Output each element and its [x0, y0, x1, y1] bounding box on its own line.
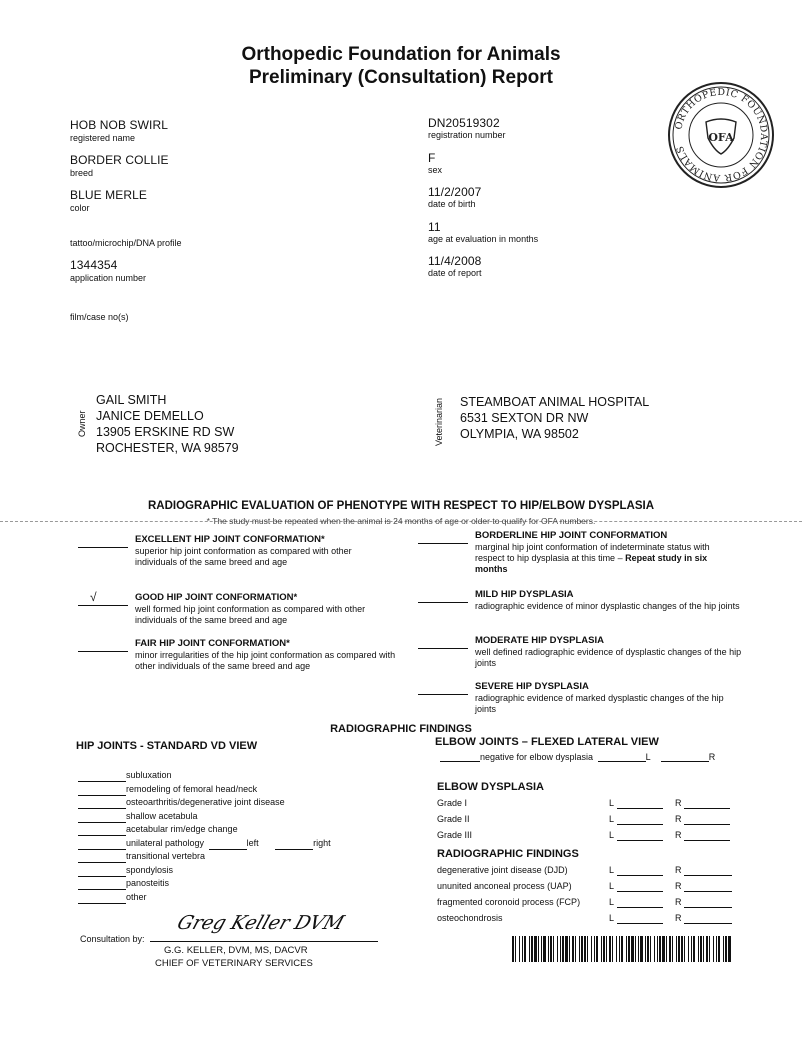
grade-R: R — [675, 814, 682, 824]
consultant-name: G.G. KELLER, DVM, MS, DACVR — [164, 945, 308, 956]
finding-left-blank[interactable] — [617, 897, 663, 908]
barcode-bar — [691, 936, 692, 962]
barcode-bar — [538, 936, 539, 962]
hip-finding-blank[interactable] — [78, 840, 126, 850]
grade-L: L — [609, 830, 615, 840]
finding-L: L — [609, 897, 615, 907]
elbow-grade-label: Grade III — [437, 830, 473, 840]
grade-left-blank[interactable] — [617, 814, 663, 825]
grade-R: R — [675, 830, 682, 840]
barcode-bar — [553, 936, 554, 962]
barcode-bar — [628, 936, 630, 962]
hip-finding-label: remodeling of femoral head/neck — [126, 783, 258, 794]
barcode-graphic — [512, 936, 732, 962]
unilateral-left-blank[interactable] — [209, 840, 247, 850]
elbow-dysplasia-heading: ELBOW DYSPLASIA — [437, 781, 544, 793]
hip-finding[interactable] — [78, 769, 408, 783]
barcode-bar — [515, 936, 516, 962]
hip-findings-list — [78, 769, 408, 904]
color-value: BLUE MERLE — [70, 188, 148, 202]
barcode-bar — [716, 936, 717, 962]
finding-right-blank[interactable] — [684, 913, 732, 924]
grade-right-blank[interactable] — [684, 798, 730, 809]
good-title: GOOD HIP JOINT CONFORMATION* — [135, 592, 298, 603]
owner-line: JANICE DEMELLO — [96, 409, 204, 423]
hip-finding-blank[interactable] — [78, 826, 126, 836]
moderate-title: MODERATE HIP DYSPLASIA — [475, 635, 604, 646]
elbow-finding-label: ununited anconeal process (UAP) — [437, 881, 572, 891]
barcode-bar — [522, 936, 523, 962]
barcode-bar — [543, 936, 546, 962]
good-checkmark: √ — [90, 590, 97, 604]
elbow-findings-heading: RADIOGRAPHIC FINDINGS — [437, 848, 579, 860]
barcode-bar — [524, 936, 526, 962]
report-date-label: date of report — [428, 268, 482, 278]
report-subtitle: Preliminary (Consultation) Report — [248, 67, 554, 88]
sex-value: F — [428, 151, 436, 165]
owner-vertical-label: Owner — [77, 410, 87, 437]
severe-checkbox[interactable] — [418, 681, 468, 695]
vet-line: 6531 SEXTON DR NW — [460, 411, 589, 425]
unilateral-label: unilateral pathology — [126, 837, 205, 848]
borderline-checkbox[interactable] — [418, 530, 468, 544]
hip-joints-heading: HIP JOINTS - STANDARD VD VIEW — [76, 740, 258, 752]
finding-R: R — [675, 865, 682, 875]
color-label: color — [70, 203, 90, 213]
finding-right-blank[interactable] — [684, 897, 732, 908]
borderline-repeat-note: Repeat study in six months — [475, 553, 708, 574]
grade-left-blank[interactable] — [617, 830, 663, 841]
owner-line: ROCHESTER, WA 98579 — [96, 441, 239, 455]
elbow-negative-right-blank[interactable] — [661, 751, 709, 762]
mild-title: MILD HIP DYSPLASIA — [475, 589, 574, 600]
owner-line: GAIL SMITH — [96, 393, 167, 407]
veterinarian-address — [460, 394, 649, 442]
hip-finding[interactable] — [78, 850, 408, 864]
barcode-bar — [512, 936, 514, 962]
findings-heading: RADIOGRAPHIC FINDINGS — [330, 723, 472, 735]
unilateral-right-label: right — [313, 837, 331, 848]
hip-finding-blank[interactable] — [78, 786, 126, 796]
barcode-bar — [676, 936, 677, 962]
grade-L: L — [609, 798, 615, 808]
elbow-grade-label: Grade I — [437, 798, 468, 808]
evaluation-heading: RADIOGRAPHIC EVALUATION OF PHENOTYPE WITH RESPECT TO HIP/ELBOW DYSPLASIA — [147, 500, 655, 512]
borderline-desc-text: marginal hip joint conformation of indeterminate status with respect to hip dysplasia at this time – — [475, 542, 710, 563]
barcode-bar — [621, 936, 623, 962]
barcode-bar — [584, 936, 586, 962]
moderate-desc: well defined radiographic evidence of dysplastic changes of the hip joints — [475, 647, 742, 668]
hip-finding[interactable] — [78, 783, 408, 797]
elbow-grade-row[interactable] — [437, 814, 757, 830]
finding-R: R — [675, 881, 682, 891]
hip-finding[interactable] — [78, 877, 408, 891]
owner-address — [96, 392, 239, 456]
elbow-finding-row[interactable] — [437, 865, 757, 881]
barcode-bar — [572, 936, 574, 962]
registered-name-value: HOB NOB SWIRL — [70, 118, 168, 132]
barcode-bar — [594, 936, 595, 962]
barcode-bar — [706, 936, 708, 962]
elbow-finding-row[interactable] — [437, 897, 757, 913]
report-date-value: 11/4/2008 — [428, 254, 482, 268]
veterinarian-vertical-label: Veterinarian — [434, 397, 444, 446]
grade-right-blank[interactable] — [684, 830, 730, 841]
signature-line — [150, 941, 378, 942]
elbow-grade-row[interactable] — [437, 830, 757, 846]
hip-finding[interactable] — [78, 891, 408, 905]
finding-L: L — [609, 881, 615, 891]
elbow-joints-heading: ELBOW JOINTS – FLEXED LATERAL VIEW — [435, 736, 659, 748]
application-number-label: application number — [70, 273, 147, 283]
barcode-bar — [657, 936, 658, 962]
finding-left-blank[interactable] — [617, 913, 663, 924]
barcode-bar — [519, 936, 520, 962]
hip-finding-label: acetabular rim/edge change — [126, 824, 238, 834]
barcode-bar — [700, 936, 702, 962]
hip-finding-label: subluxation — [126, 770, 172, 780]
barcode-bar — [531, 936, 533, 962]
excellent-title: EXCELLENT HIP JOINT CONFORMATION* — [135, 534, 325, 545]
ofa-seal — [666, 80, 776, 190]
fair-checkbox[interactable] — [78, 638, 128, 652]
barcode-bar — [619, 936, 620, 962]
age-label: age at evaluation in months — [428, 234, 539, 244]
good-desc: well formed hip joint conformation as compared with other individuals of the same breed and age — [135, 604, 366, 625]
hip-finding-label: spondylosis — [126, 864, 174, 875]
barcode-bar — [693, 936, 695, 962]
hip-finding-blank[interactable] — [78, 867, 126, 877]
application-number-value: 1344354 — [70, 258, 118, 272]
hip-finding-label: other — [126, 891, 147, 902]
barcode-bar — [529, 936, 530, 962]
barcode-bar — [728, 936, 731, 962]
barcode-bar — [565, 936, 568, 962]
barcode-bar — [631, 936, 634, 962]
finding-left-blank[interactable] — [617, 881, 663, 892]
barcode-bar — [575, 936, 576, 962]
barcode-bar — [688, 936, 689, 962]
finding-left-blank[interactable] — [617, 865, 663, 876]
finding-R: R — [675, 897, 682, 907]
elbow-negative-blank[interactable] — [440, 751, 480, 762]
film-case-label: film/case no(s) — [70, 312, 129, 322]
barcode-bar — [534, 936, 537, 962]
barcode-bar — [645, 936, 646, 962]
barcode-bar — [698, 936, 699, 962]
registration-number-label: registration number — [428, 130, 506, 140]
hip-finding-blank[interactable] — [78, 853, 126, 863]
ofa-seal-graphic — [666, 80, 776, 190]
barcode-bar — [579, 936, 580, 962]
barcode-bar — [681, 936, 683, 962]
hip-finding-label: shallow acetabula — [126, 810, 198, 821]
barcode-bar — [601, 936, 602, 962]
barcode-bar — [557, 936, 558, 962]
elbow-finding-label: osteochondrosis — [437, 913, 503, 923]
barcode-bar — [650, 936, 651, 962]
grade-L: L — [609, 814, 615, 824]
registration-number-value: DN20519302 — [428, 116, 500, 130]
mild-desc: radiographic evidence of minor dysplastic changes of the hip joints — [475, 601, 740, 611]
barcode-bar — [725, 936, 727, 962]
barcode-bar — [550, 936, 552, 962]
hip-finding-label: panosteitis — [126, 878, 170, 888]
borderline-title: BORDERLINE HIP JOINT CONFORMATION — [475, 530, 668, 541]
evaluation-note: * The study must be repeated when the animal is 24 months of age or older to qualify for OFA numbers. — [206, 516, 596, 526]
barcode-bar — [591, 936, 592, 962]
barcode-bar — [581, 936, 583, 962]
consultation-label: Consultation by: — [80, 934, 145, 944]
report-title: Orthopedic Foundation for Animals — [241, 44, 561, 65]
elbow-finding-label: fragmented coronoid process (FCP) — [437, 897, 581, 907]
mild-checkbox[interactable] — [418, 589, 468, 603]
hip-finding-blank[interactable] — [78, 894, 126, 904]
severe-desc: radiographic evidence of marked dysplastic changes of the hip joints — [475, 693, 724, 714]
barcode-bar — [662, 936, 665, 962]
hip-finding-label: transitional vertebra — [126, 851, 206, 861]
vet-line: OLYMPIA, WA 98502 — [460, 427, 579, 441]
elbow-negative-row[interactable] — [440, 751, 715, 767]
unilateral-left-label: left — [246, 837, 259, 848]
finding-right-blank[interactable] — [684, 865, 732, 876]
grade-left-blank[interactable] — [617, 798, 663, 809]
barcode-bar — [640, 936, 643, 962]
hip-finding-blank[interactable] — [78, 799, 126, 809]
barcode-bar — [560, 936, 561, 962]
hip-finding-blank[interactable] — [78, 813, 126, 823]
finding-R: R — [675, 913, 682, 923]
barcode-bar — [669, 936, 671, 962]
borderline-desc — [475, 542, 740, 575]
barcode-bar — [647, 936, 649, 962]
age-value: 11 — [428, 220, 441, 234]
elbow-negative-label: negative for elbow dysplasia — [480, 752, 594, 762]
barcode-bar — [678, 936, 680, 962]
barcode-bar — [659, 936, 661, 962]
moderate-checkbox[interactable] — [418, 635, 468, 649]
elbow-grade-row[interactable] — [437, 798, 757, 814]
hip-finding[interactable] — [78, 810, 408, 824]
barcode-bar — [713, 936, 714, 962]
elbow-finding-label: degenerative joint disease (DJD) — [437, 865, 568, 875]
barcode-bar — [703, 936, 704, 962]
seal-ring-text: ORTHOPEDIC FOUNDATION FOR ANIMALS — [673, 86, 770, 184]
excellent-desc: superior hip joint conformation as compared with other individuals of the same breed and age — [135, 546, 352, 567]
barcode-bar — [609, 936, 611, 962]
consultant-title: CHIEF OF VETERINARY SERVICES — [155, 958, 313, 969]
barcode-bar — [541, 936, 542, 962]
barcode-bar — [718, 936, 720, 962]
hip-finding-blank[interactable] — [78, 772, 126, 782]
barcode-bar — [616, 936, 617, 962]
barcode-bar — [587, 936, 588, 962]
severe-title: SEVERE HIP DYSPLASIA — [475, 681, 589, 692]
registered-name-label: registered name — [70, 133, 136, 143]
barcode-bar — [723, 936, 724, 962]
signature: Greg Keller DVM — [174, 912, 347, 934]
elbow-finding-row[interactable] — [437, 913, 757, 929]
barcode-bar — [603, 936, 605, 962]
dob-value: 11/2/2007 — [428, 185, 482, 199]
breed-label: breed — [70, 168, 94, 178]
barcode-bar — [612, 936, 613, 962]
elbow-grade-label: Grade II — [437, 814, 470, 824]
grade-right-blank[interactable] — [684, 814, 730, 825]
hip-finding[interactable] — [78, 823, 408, 837]
barcode-bar — [569, 936, 570, 962]
elbow-negative-L: L — [645, 752, 651, 762]
breed-value: BORDER COLLIE — [70, 153, 169, 167]
finding-right-blank[interactable] — [684, 881, 732, 892]
barcode — [512, 936, 732, 962]
good-checkbox[interactable] — [78, 592, 128, 606]
hip-finding[interactable] — [78, 796, 408, 810]
barcode-bar — [672, 936, 673, 962]
elbow-findings-list — [437, 865, 757, 929]
barcode-bar — [666, 936, 667, 962]
fair-desc: minor irregularities of the hip joint conformation as compared with other individuals of the same breed and age — [135, 650, 396, 671]
owner-line: 13905 ERSKINE RD SW — [96, 425, 235, 439]
barcode-bar — [596, 936, 598, 962]
finding-L: L — [609, 913, 615, 923]
barcode-bar — [654, 936, 655, 962]
grade-R: R — [675, 798, 682, 808]
finding-L: L — [609, 865, 615, 875]
excellent-checkbox[interactable] — [78, 534, 128, 548]
elbow-finding-row[interactable] — [437, 881, 757, 897]
barcode-bar — [548, 936, 549, 962]
elbow-negative-left-blank[interactable] — [598, 751, 646, 762]
elbow-grades — [437, 798, 757, 846]
elbow-negative-R: R — [708, 752, 716, 762]
sex-label: sex — [428, 165, 443, 175]
barcode-bar — [709, 936, 710, 962]
barcode-bar — [684, 936, 685, 962]
dob-label: date of birth — [428, 199, 476, 209]
fair-title: FAIR HIP JOINT CONFORMATION* — [135, 638, 290, 649]
barcode-bar — [638, 936, 639, 962]
barcode-bar — [606, 936, 607, 962]
barcode-bar — [562, 936, 564, 962]
hip-finding-label: osteoarthritis/degenerative joint disease — [126, 797, 285, 807]
vet-line: STEAMBOAT ANIMAL HOSPITAL — [460, 395, 650, 409]
seal-center-text: OFA — [708, 131, 734, 144]
barcode-bar — [626, 936, 627, 962]
hip-finding-blank[interactable] — [78, 880, 126, 890]
hip-finding[interactable] — [78, 864, 408, 878]
hip-finding-unilateral[interactable] — [78, 837, 408, 851]
tattoo-label: tattoo/microchip/DNA profile — [70, 238, 182, 248]
barcode-bar — [635, 936, 636, 962]
unilateral-right-blank[interactable] — [275, 840, 313, 850]
